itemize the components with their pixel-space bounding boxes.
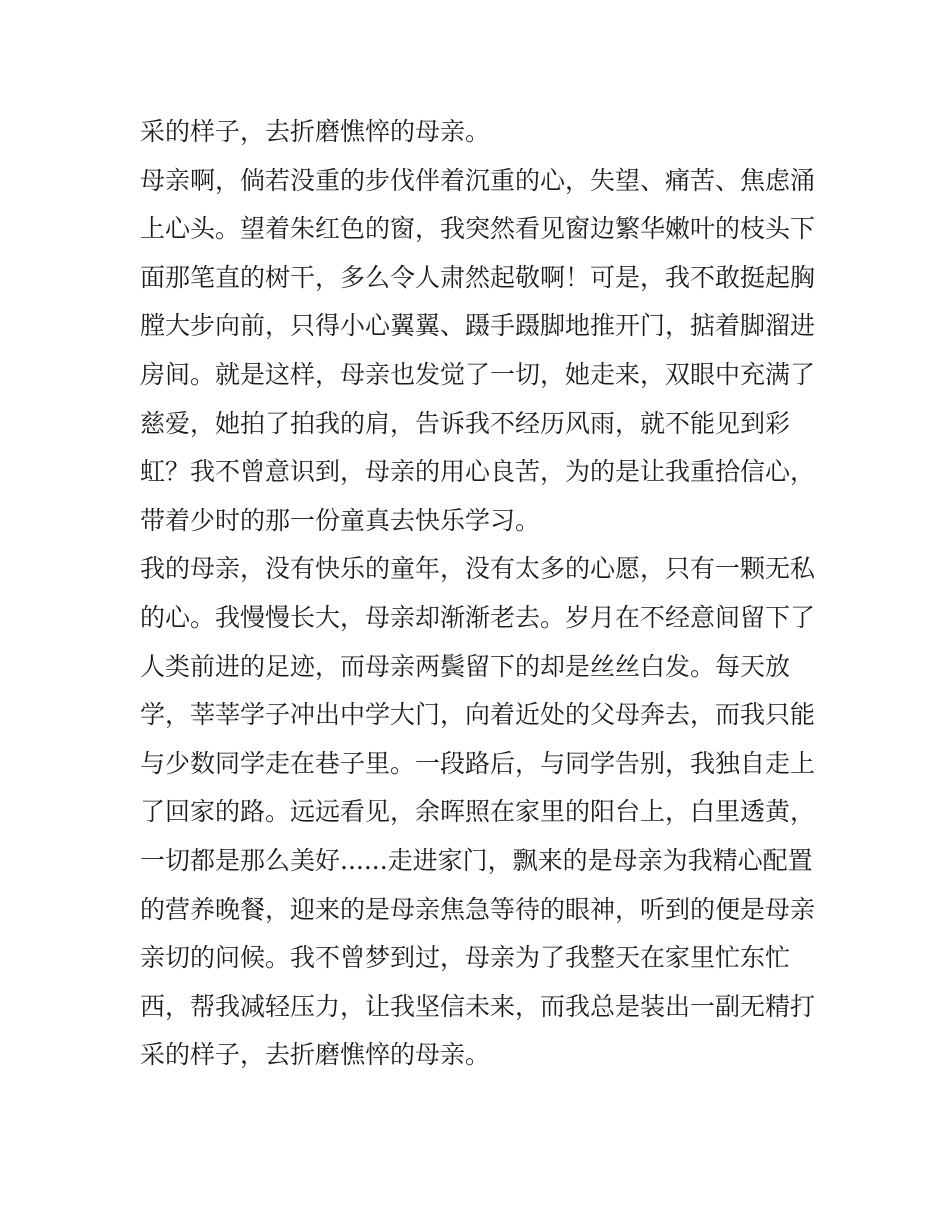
text-line: 人类前进的足迹，而母亲两鬓留下的却是丝丝白发。每天放: [140, 651, 791, 681]
text-line: 母亲啊，倘若没重的步伐伴着沉重的心，失望、痛苦、焦虑涌: [140, 165, 816, 195]
text-line: 膛大步向前，只得小心翼翼、蹑手蹑脚地推开门，掂着脚溜进: [140, 311, 816, 341]
text-line: 的营养晚餐，迎来的是母亲焦急等待的眼神，听到的便是母亲: [140, 894, 816, 924]
essay-text: [140, 108, 820, 1080]
text-line: 西，帮我减轻压力，让我坚信未来，而我总是装出一副无精打: [140, 991, 816, 1021]
text-line: 与少数同学走在巷子里。一段路后，与同学告别，我独自走上: [140, 748, 816, 778]
text-line: 学，莘莘学子冲出中学大门，向着近处的父母奔去，而我只能: [140, 700, 816, 730]
text-line: 带着少时的那一份童真去快乐学习。: [140, 505, 541, 535]
text-line: 的心。我慢慢长大，母亲却渐渐老去。岁月在不经意间留下了: [140, 602, 816, 632]
text-line: 采的样子，去折磨憔悴的母亲。: [140, 1040, 491, 1070]
text-line: 我的母亲，没有快乐的童年，没有太多的心愿，只有一颗无私: [140, 554, 816, 584]
text-line: 面那笔直的树干，多么令人肃然起敬啊！可是，我不敢挺起胸: [140, 262, 816, 292]
text-line: 采的样子，去折磨憔悴的母亲。: [140, 117, 491, 146]
text-line: 一切都是那么美好......走进家门，飘来的是母亲为我精心配置: [140, 845, 813, 875]
text-line: 房间。就是这样，母亲也发觉了一切，她走来，双眼中充满了: [140, 359, 816, 389]
text-line: 上心头。望着朱红色的窗，我突然看见窗边繁华嫩叶的枝头下: [140, 214, 816, 244]
text-line: 亲切的问候。我不曾梦到过，母亲为了我整天在家里忙东忙: [140, 943, 791, 973]
text-line: 慈爱，她拍了拍我的肩，告诉我不经历风雨，就不能见到彩: [140, 408, 791, 438]
text-line: 了回家的路。远远看见，余晖照在家里的阳台上，白里透黄，: [140, 797, 816, 827]
text-line: 虹？我不曾意识到，母亲的用心良苦，为的是让我重拾信心，: [140, 457, 816, 487]
